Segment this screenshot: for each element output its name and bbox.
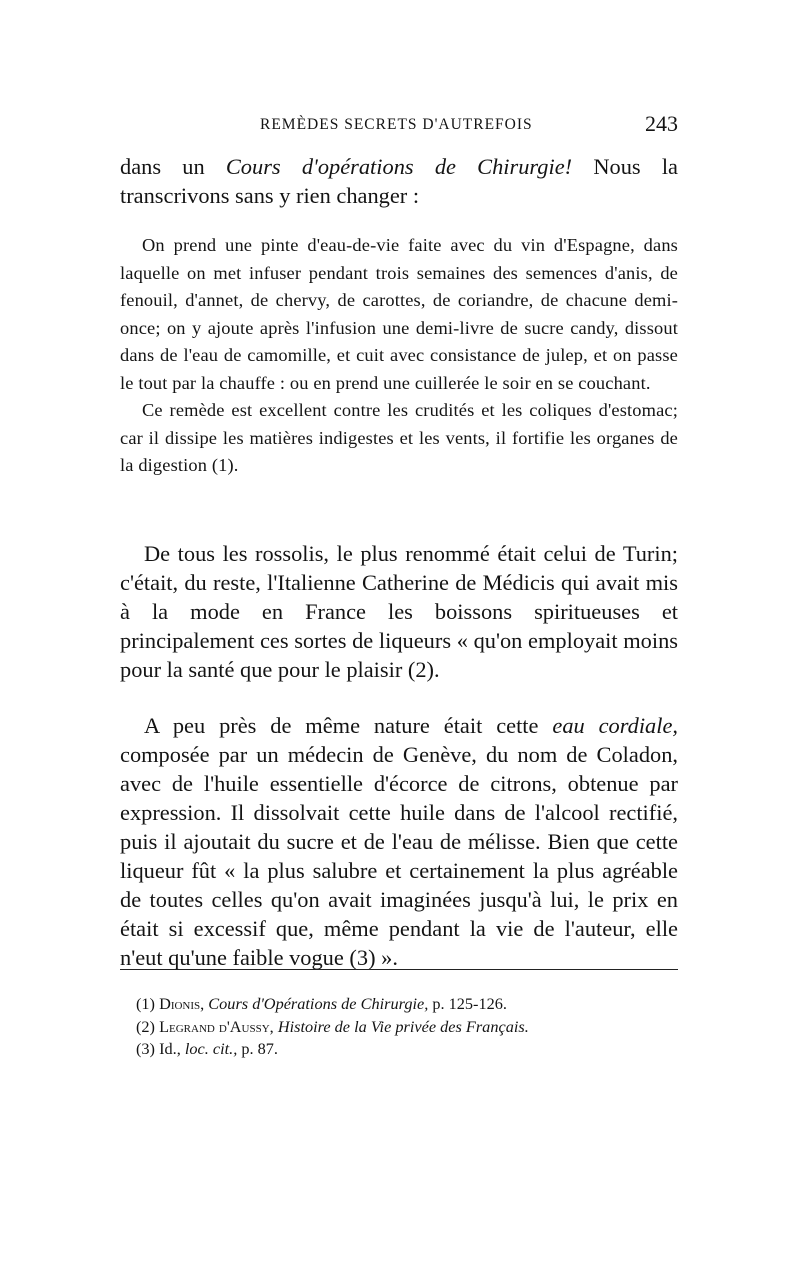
p2-before: A peu près de même nature était cette (144, 713, 553, 738)
footnote-ref: p. 125-126. (428, 994, 507, 1013)
p2-italic: eau cordiale, (552, 713, 678, 738)
footnote-number: (2) (136, 1016, 160, 1036)
footnote-title: loc. cit., (180, 1039, 238, 1058)
intro-after: Nous la transcrivons sans y rien changer : (120, 154, 678, 208)
running-title: REMÈDES SECRETS D'AUTREFOIS (260, 116, 533, 133)
quote-paragraph-2: Ce remède est excellent contre les crudités et les coliques d'estomac; car il dissipe les matières indigestes et les vents, il fortifie les organes de la digestion (1). (120, 400, 678, 475)
footnote-author: Legrand d'Aussy, (159, 1016, 274, 1036)
footnote-title: Cours d'Opérations de Chirurgie, (204, 994, 429, 1013)
quoted-recipe (120, 232, 678, 480)
footnote-rule (120, 969, 678, 970)
page-number: 243 (645, 111, 678, 136)
footnote-number: (3) (136, 1039, 160, 1058)
body-paragraph-1: De tous les rossolis, le plus renommé était celui de Turin; c'était, du reste, l'Italienne Catherine de Médicis qui avait mis à la mode en France les boissons spiritueuses et principalement ces sortes de liqueurs « qu'on employait moins pour la santé que pour le plaisir (2). (120, 541, 678, 682)
footnote-author: Id., (159, 1039, 181, 1058)
intro-paragraph (120, 152, 678, 210)
footnote-1 (136, 993, 696, 1016)
p2-after: composée par un médecin de Genève, du nom de Coladon, avec de l'huile essentielle d'écorce de citrons, obtenue par expression. Il dissolvait cette huile dans de l'alcool rectifié, puis il ajoutait du sucre et de l'eau de mélisse. Bien que cette liqueur fût « la plus salubre et certainement la plus agréable de toutes celles qu'on avait imaginées jusqu'à lui, le prix en était si excessif que, même pendant la vie de l'auteur, elle n'eut qu'une faible vogue (3) ». (120, 742, 678, 970)
footnote-title: Histoire de la Vie privée des Français. (273, 1016, 529, 1036)
footnotes (136, 993, 696, 1061)
body-paragraph-2 (120, 711, 678, 972)
running-head (120, 111, 678, 142)
intro-before: dans un (120, 154, 226, 179)
quote-paragraph-1: On prend une pinte d'eau-de-vie faite avec du vin d'Espagne, dans laquelle on met infuser pendant trois semaines des semences d'anis, de fenouil, d'annet, de chervy, de carottes, de coriandre, de chacune demi-once; on y ajoute après l'infusion une demi-livre de sucre candy, dissout dans de l'eau de camomille, et cuit avec consistance de julep, et on passe le tout par la chauffe : ou en prend une cuillerée le soir en se couchant. (120, 235, 678, 393)
intro-text (120, 152, 678, 210)
intro-italic-title: Cours d'opérations de Chirurgie! (225, 154, 573, 179)
footnote-3 (136, 1038, 696, 1061)
body-text (120, 539, 678, 972)
footnote-number: (1) (136, 994, 160, 1013)
footnote-ref: p. 87. (237, 1039, 278, 1058)
footnote-2 (136, 1016, 696, 1039)
footnote-author: Dionis, (159, 994, 205, 1013)
